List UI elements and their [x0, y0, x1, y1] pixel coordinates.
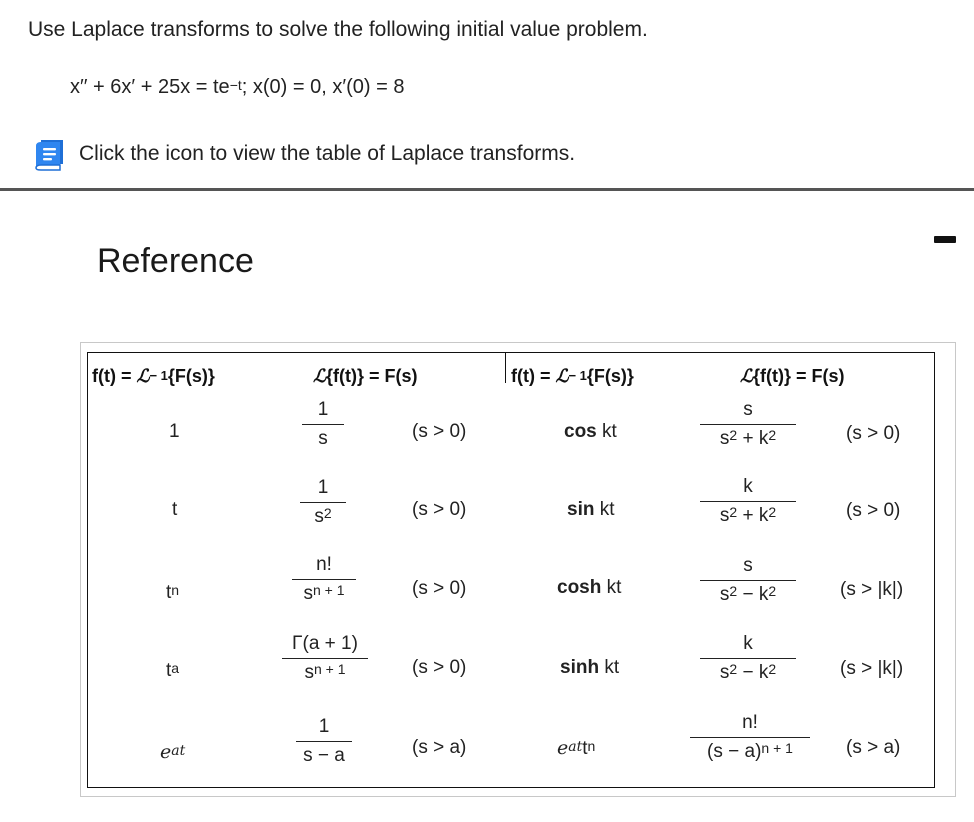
table-row-4-transform: Γ(a + 1) $s^{n + 1}$	[282, 633, 368, 684]
table-row-6-condition: (s > 0)	[846, 423, 901, 444]
table-row-7-condition: (s > 0)	[846, 500, 901, 521]
table-row-2-f: t	[172, 499, 178, 520]
table-row-9-f: sinh kt	[560, 657, 620, 678]
problem-prompt: Use Laplace transforms to solve the following initial value problem.	[28, 18, 648, 41]
table-row-8-transform: s $s^2 - k^2$	[700, 555, 796, 606]
table-row-7-transform: k $s^2 + k^2$	[700, 476, 796, 527]
table-row-8-f: cosh kt	[557, 577, 622, 598]
table-row-3-f: $t^n$	[166, 582, 180, 603]
table-row-6-transform: s $s^2 + k^2$	[700, 399, 796, 450]
table-row-5-f: $e^{at}$	[160, 741, 186, 763]
header-inverse-transform-left: f(t) = ℒ$^{- 1}${F(s)}	[92, 366, 215, 387]
header-divider	[505, 352, 506, 383]
minimize-icon[interactable]	[934, 236, 956, 243]
table-row-10-transform: n! $(s - a)^{n + 1}$	[690, 712, 810, 763]
table-row-1-transform: 1 s	[302, 399, 344, 450]
table-row-9-condition: (s > |k|)	[840, 658, 904, 679]
table-row-9-transform: k $s^2 - k^2$	[700, 633, 796, 684]
equation-lhs: x′′ + 6x′ + 25x = te	[70, 76, 230, 98]
table-row-10-condition: (s > a)	[846, 737, 901, 758]
initial-value-equation	[70, 76, 404, 99]
header-transform-right: ℒ{f(t)} = F(s)	[740, 366, 845, 387]
view-table-instruction: Click the icon to view the table of Laplace transforms.	[79, 142, 576, 165]
table-row-4-condition: (s > 0)	[412, 657, 467, 678]
table-row-3-condition: (s > 0)	[412, 578, 467, 599]
table-row-8-condition: (s > |k|)	[840, 579, 904, 600]
table-row-6-f: cos kt	[564, 421, 617, 442]
table-row-1-condition: (s > 0)	[412, 421, 467, 442]
header-inverse-transform-right: f(t) = ℒ$^{- 1}${F(s)}	[511, 366, 634, 387]
table-row-1-f: 1	[169, 421, 180, 442]
table-row-5-transform: 1 s − a	[296, 716, 352, 767]
equation-initial-conditions: ; x(0) = 0, x′(0) = 8	[241, 76, 405, 98]
section-divider	[0, 188, 974, 191]
table-row-4-f: $t^a$	[166, 660, 180, 681]
table-row-3-transform: n! $s^{n + 1}$	[292, 554, 356, 605]
table-row-10-f: $e^{at}t^n$	[557, 737, 596, 759]
table-row-2-transform: 1 $s^2$	[300, 477, 346, 528]
table-row-5-condition: (s > a)	[412, 737, 467, 758]
header-transform-left: ℒ{f(t)} = F(s)	[313, 366, 418, 387]
equation-exponent: −t	[229, 77, 242, 93]
table-row-7-f: sin kt	[567, 499, 615, 520]
laplace-table-book-icon[interactable]	[32, 138, 66, 172]
reference-title: Reference	[97, 242, 254, 280]
table-row-2-condition: (s > 0)	[412, 499, 467, 520]
